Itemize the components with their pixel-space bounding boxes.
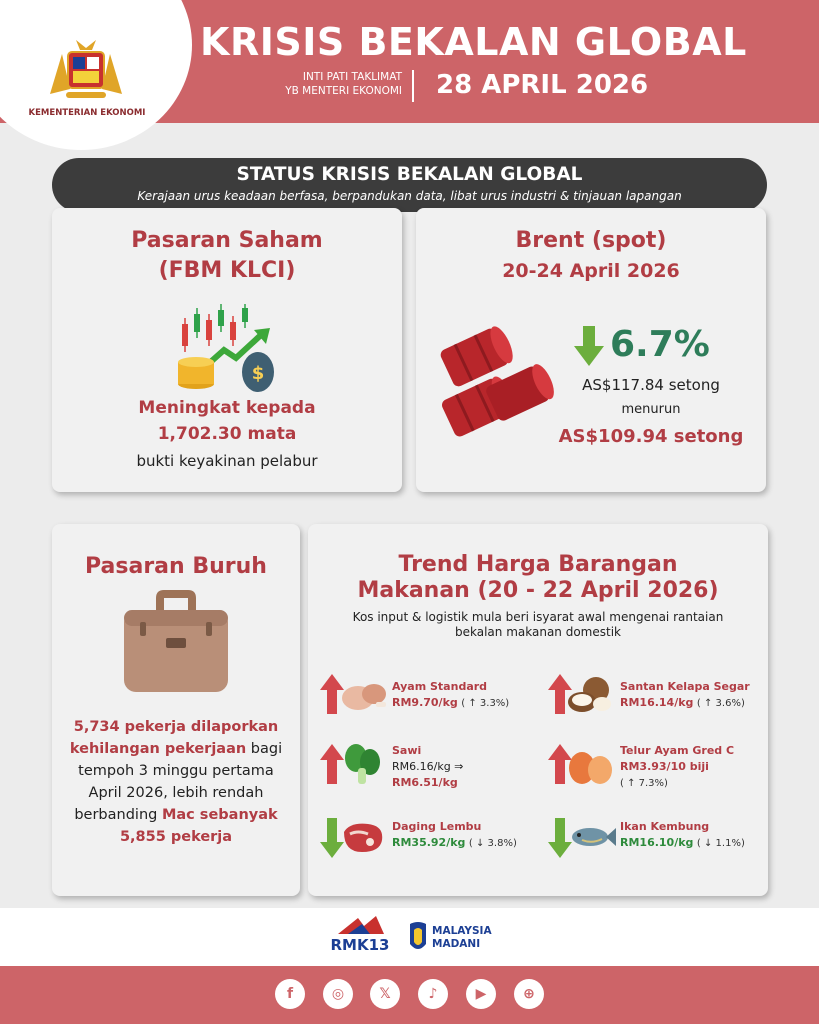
page-title: KRISIS BEKALAN GLOBAL bbox=[200, 20, 747, 64]
briefcase-icon bbox=[120, 588, 232, 698]
food-item-santan-price: RM16.14/kg bbox=[620, 696, 694, 709]
food-item-sawi-name: Sawi bbox=[392, 744, 422, 757]
status-banner bbox=[52, 158, 767, 212]
instagram-icon[interactable]: ◎ bbox=[323, 979, 353, 1009]
food-title-2: Makanan (20 - 22 April 2026) bbox=[357, 578, 719, 603]
labour-line-3: tempoh 3 minggu pertama bbox=[78, 763, 274, 779]
food-item-sawi-price: RM6.51/kg bbox=[392, 776, 458, 789]
food-item-telur-change: ( ↑ 7.3%) bbox=[620, 778, 668, 789]
fish-icon bbox=[570, 824, 616, 850]
food-item-ikan-name: Ikan Kembung bbox=[620, 820, 710, 833]
brent-from-price: AS$117.84 setong bbox=[582, 376, 720, 394]
labour-title: Pasaran Buruh bbox=[85, 554, 267, 579]
labour-for-text: bagi bbox=[246, 741, 283, 757]
x-twitter-icon[interactable]: 𝕏 bbox=[370, 979, 400, 1009]
rmk13-label: RMK13 bbox=[330, 936, 390, 954]
labour-compare-text: berbanding bbox=[74, 807, 162, 823]
stock-title-1: Pasaran Saham bbox=[131, 228, 323, 253]
food-item-daging-value bbox=[392, 836, 517, 849]
header-divider bbox=[412, 70, 414, 102]
food-subtitle-2: bekalan makanan domestik bbox=[455, 625, 621, 639]
stock-value: 1,702.30 mata bbox=[157, 424, 297, 444]
food-item-sawi-value bbox=[392, 776, 458, 789]
briefing-line-2: YB MENTERI EKONOMI bbox=[285, 85, 402, 97]
facebook-icon[interactable]: f bbox=[275, 979, 305, 1009]
food-item-ikan-price: RM16.10/kg bbox=[620, 836, 694, 849]
food-item-ayam-change: ( ↑ 3.3%) bbox=[461, 698, 510, 709]
brent-title-1: Brent (spot) bbox=[515, 228, 667, 253]
rmk13-logo bbox=[328, 914, 392, 960]
chicken-icon bbox=[340, 676, 388, 714]
brent-to-price: AS$109.94 setong bbox=[558, 426, 744, 447]
brent-percent: 6.7% bbox=[610, 324, 710, 365]
labour-march-text: Mac sebanyak bbox=[161, 807, 278, 823]
food-item-santan-change: ( ↑ 3.6%) bbox=[696, 698, 745, 709]
briefing-date: 28 APRIL 2026 bbox=[436, 70, 649, 100]
footer-logos bbox=[0, 908, 819, 966]
stock-line-3: bukti keyakinan pelabur bbox=[136, 452, 318, 470]
food-item-ikan-value bbox=[620, 836, 745, 849]
labour-job-loss: kehilangan pekerjaan bbox=[69, 741, 247, 757]
status-title: STATUS KRISIS BEKALAN GLOBAL bbox=[236, 164, 583, 185]
egg-icon bbox=[566, 748, 614, 786]
labour-line-4: April 2026, lebih rendah bbox=[88, 785, 264, 801]
food-item-daging-price: RM35.92/kg bbox=[392, 836, 466, 849]
youtube-icon[interactable]: ▶ bbox=[466, 979, 496, 1009]
madani-logo bbox=[406, 920, 506, 956]
arrow-down-icon bbox=[548, 818, 572, 858]
food-item-santan-name: Santan Kelapa Segar bbox=[620, 680, 750, 693]
madani-label-2: MADANI bbox=[432, 938, 481, 950]
brent-card bbox=[416, 208, 766, 492]
madani-label-1: MALAYSIA bbox=[432, 925, 492, 937]
beef-icon bbox=[340, 822, 386, 854]
brent-title-2: 20-24 April 2026 bbox=[502, 260, 680, 282]
food-item-telur-change-row bbox=[620, 776, 668, 789]
food-item-telur-price: RM3.93/10 biji bbox=[620, 760, 709, 773]
coconut-icon bbox=[566, 674, 614, 714]
food-item-santan-value bbox=[620, 696, 745, 709]
tiktok-icon[interactable]: ♪ bbox=[418, 979, 448, 1009]
website-globe-icon[interactable]: ⊕ bbox=[514, 979, 544, 1009]
food-item-ayam-price: RM9.70/kg bbox=[392, 696, 458, 709]
food-item-daging-name: Daging Lembu bbox=[392, 820, 482, 833]
labour-line-2 bbox=[52, 738, 300, 760]
food-item-telur-name: Telur Ayam Gred C bbox=[620, 744, 735, 757]
labour-text bbox=[52, 716, 300, 848]
stock-chart-icon bbox=[176, 304, 278, 394]
food-item-ayam-value bbox=[392, 696, 509, 709]
brent-decrease-label: menurun bbox=[621, 402, 681, 417]
food-item-ayam-name: Ayam Standard bbox=[392, 680, 488, 693]
food-item-telur-value bbox=[620, 760, 709, 773]
stock-line-1: Meningkat kepada bbox=[138, 398, 316, 418]
status-subtitle: Kerajaan urus keadaan berfasa, berpandukan data, libat urus industri & tinjauan lapangan bbox=[137, 189, 682, 203]
food-item-ikan-change: ( ↓ 1.1%) bbox=[696, 838, 745, 849]
labour-market-card bbox=[52, 524, 300, 896]
svg-text:$: $ bbox=[251, 363, 265, 384]
coat-of-arms-icon bbox=[40, 34, 132, 104]
briefing-line-1: INTI PATI TAKLIMAT bbox=[302, 71, 402, 83]
footer-bar bbox=[0, 966, 819, 1024]
food-price-card bbox=[308, 524, 768, 896]
arrow-down-icon bbox=[574, 326, 604, 366]
stock-title-2: (FBM KLCI) bbox=[158, 258, 296, 283]
food-subtitle-1: Kos input & logistik mula beri isyarat awal mengenai rantaian bbox=[352, 610, 724, 624]
briefing-label bbox=[262, 70, 402, 98]
ministry-label: KEMENTERIAN EKONOMI bbox=[28, 108, 146, 118]
food-item-daging-change: ( ↓ 3.8%) bbox=[468, 838, 517, 849]
food-title-1: Trend Harga Barangan bbox=[398, 552, 678, 577]
stock-market-card bbox=[52, 208, 402, 492]
food-item-sawi-previous: RM6.16/kg ⇒ bbox=[392, 760, 464, 773]
labour-line-1: 5,734 pekerja dilaporkan bbox=[73, 719, 279, 735]
labour-march-value: 5,855 pekerja bbox=[119, 829, 233, 845]
oil-barrels-icon bbox=[430, 326, 558, 456]
labour-line-5 bbox=[52, 804, 300, 826]
vegetable-icon bbox=[340, 742, 384, 786]
